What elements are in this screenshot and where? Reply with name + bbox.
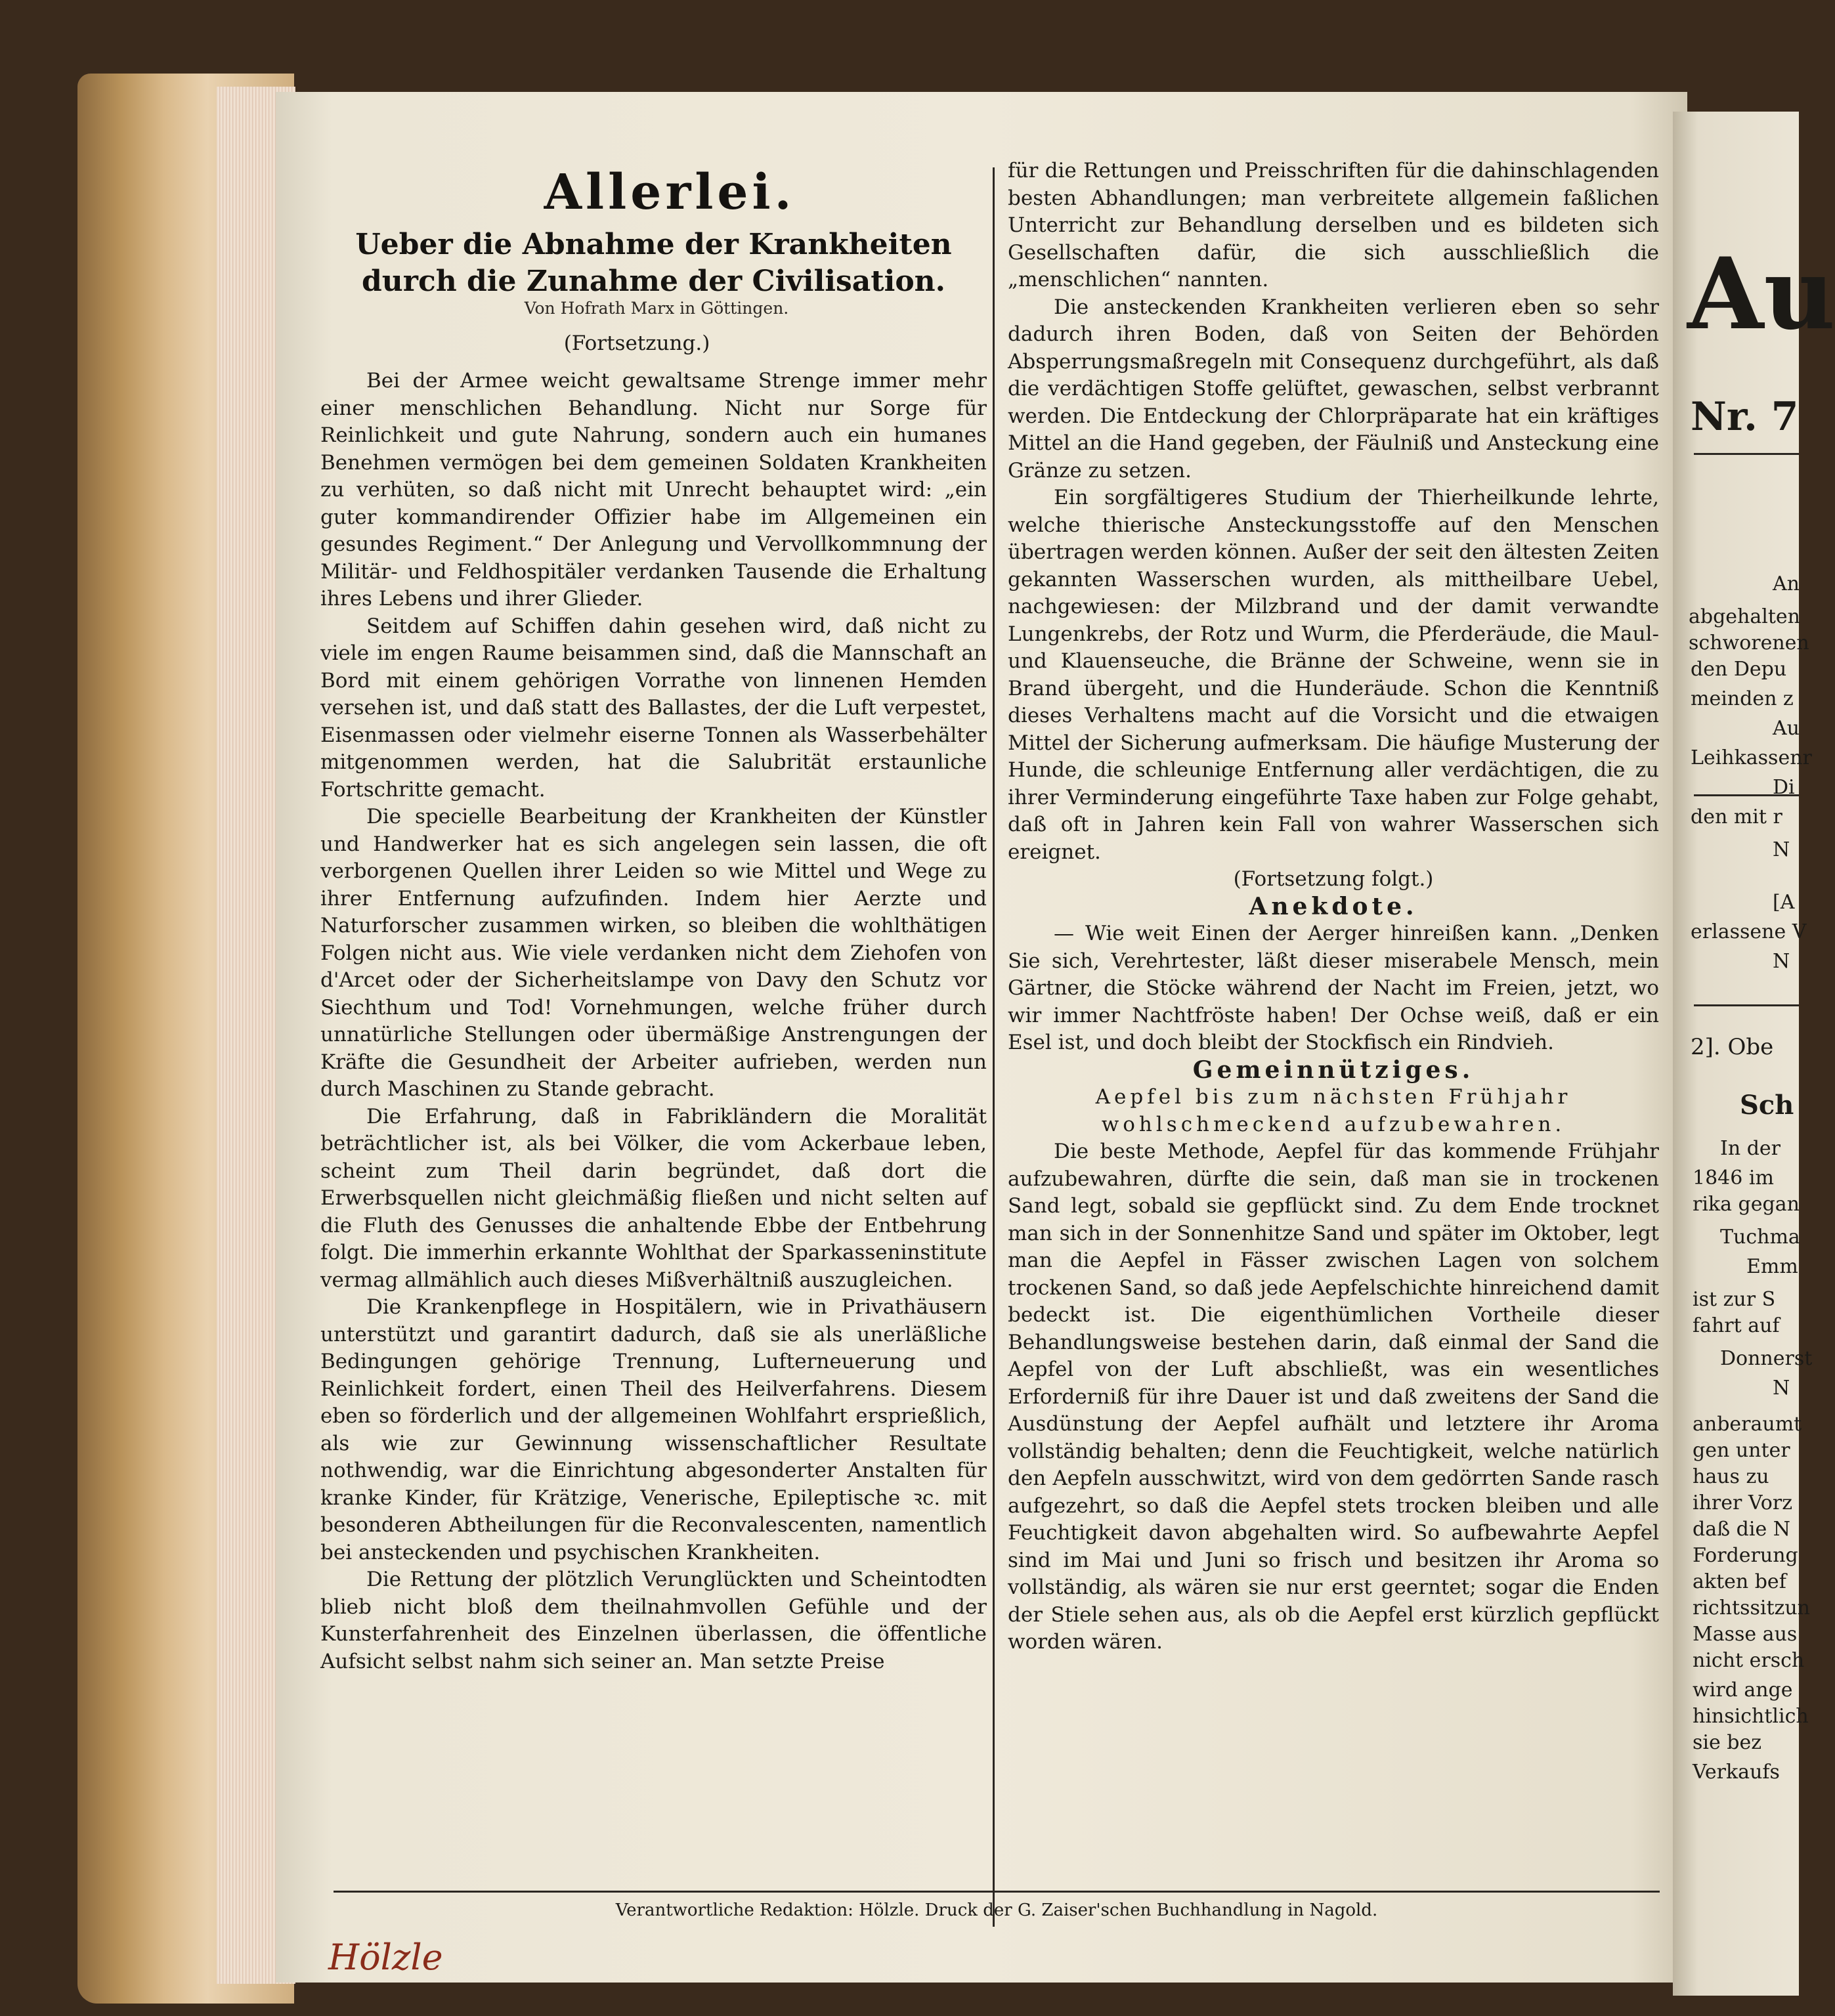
- facing-line: den mit r: [1691, 805, 1782, 828]
- facing-line: 2]. Obe: [1691, 1034, 1774, 1060]
- facing-line: erlassene V: [1691, 920, 1807, 943]
- facing-line: haus zu: [1693, 1465, 1769, 1488]
- facing-rule: [1694, 1004, 1799, 1006]
- paragraph: Die ansteckenden Krankheiten verlieren eben so sehr dadurch ihren Boden, daß von Seiten der Behörden Absperrungsmaßregeln mit Consequenz durchgeführt, als daß die verdächtigen Stoffe gelüftet, gewaschen, selbst verbrannt werden. Die Entdeckung der Chlorpräparate hat ein kräftiges Mittel an die Hand gegeben, der Fäulniß und Ansteckung eine Gränze zu setzen.: [1008, 295, 1659, 483]
- facing-line: Emm: [1746, 1255, 1798, 1278]
- facing-line: hinsichtlich: [1693, 1705, 1809, 1728]
- facing-line: In der: [1720, 1137, 1781, 1160]
- facing-line: Masse aus: [1693, 1623, 1798, 1646]
- facing-line: meinden z: [1691, 687, 1794, 710]
- facing-line: gen unter: [1693, 1439, 1790, 1462]
- facing-line: N: [1773, 838, 1790, 861]
- section-masthead: Allerlei.: [544, 164, 796, 221]
- column-right: [1008, 158, 1659, 1656]
- facing-line: N: [1773, 1377, 1790, 1400]
- paragraph: Bei der Armee weicht gewaltsame Strenge immer mehr einer menschlichen Behandlung. Nicht nur Sorge für Reinlichkeit und gute Nahrung, sondern auch ein humanes Benehmen vermögen bei dem gemeinen Soldaten Krankheiten zu verhüten, so daß nicht mit Unrecht behauptet wird: „ein guter kommandirender Offizier habe im Allgemeinen ein gesundes Regiment.“ Der Anlegung und Vervollkommnung der Militär- und Feldhospitäler verdanken Tausende die Erhaltung ihres Lebens und ihrer Glieder.: [320, 369, 987, 611]
- useful-text: Die beste Methode, Aepfel für das kommende Frühjahr aufzubewahren, dürfte die sein, daß man sie in trockenen Sand legt, sobald sie gepflückt sind. Zu dem Ende trocknet man sich in der Sonnenhitze Sand und später im Oktober, legt man die Aepfel in Fässer zwischen Lagen von solchem trockenen Sand, so daß jede Aepfelschichte hinreichend damit bedeckt ist. Die eigenthümlichen Vortheile dieser Behandlungsweise bestehen darin, daß einmal der Sand die Aepfel von der Luft abschließt, was ein wesentliches Erforderniß für ihre Dauer ist und daß zweitens der Sand die Ausdünstung der Aepfel aufhält und letztere ihr Aroma vollständig behalten; denn die Feuchtigkeit, welche natürlich den Aepfeln ausschwitzt, wird von dem gedörrten Sande rasch aufgezehrt, so daß die Aepfel stets trocken bleiben und alle Feuchtigkeit davon abgehalten wird. So aufbewahrte Aepfel sind im Mai und Juni so frisch und besitzen ihr Aroma so vollständig, als wären sie nur erst geerntet; sogar die Enden der Stiele sehen aus, als ob die Aepfel erst kürzlich gepflückt worden wären.: [1008, 1140, 1659, 1654]
- paragraph: für die Rettungen und Preisschriften für die dahinschlagenden besten Abhandlungen; man verbreitete allgemein faßlichen Unterricht zur Behandlung derselben und es bildeten sich Gesellschaften dafür, die sich ausschließlich die „menschlichen“ nannten.: [1008, 159, 1659, 291]
- facing-line: abgehalten: [1689, 605, 1800, 628]
- useful-heading: Gemeinnütziges.: [1192, 1056, 1475, 1084]
- facing-line: ist zur S: [1693, 1288, 1776, 1311]
- anecdote-text: — Wie weit Einen der Aerger hinreißen kann. „Denken Sie sich, Verehrtester, läßt dieser miserabele Mensch, mein Gärtner, die Stöcke während der Nacht im Freien, jetzt, wo wir immer Nachtfröste haben! Der Ochse weiß, daß er ein Esel ist, und doch bleibt der Stockfisch ein Rindvieh.: [1008, 922, 1659, 1054]
- facing-masthead-fragment: Au: [1687, 236, 1835, 352]
- facing-line: An: [1773, 572, 1800, 595]
- facing-line: 1846 im: [1693, 1167, 1774, 1190]
- facing-line: Donnerst: [1720, 1347, 1813, 1370]
- article-title: Ueber die Abnahme der Krankheiten durch die Zunahme der Civilisation.: [355, 228, 952, 298]
- continuation-note: (Fortsetzung.): [563, 332, 710, 355]
- facing-line: fahrt auf: [1693, 1314, 1780, 1337]
- paragraph: Ein sorgfältigeres Studium der Thierheilkunde lehrte, welche thierische Ansteckungsstoffe auf den Menschen übertragen werden können. Außer der seit den ältesten Zeiten gekannten Wasserschen wurden, als mittheilbare Uebel, nachgewiesen: der Milzbrand und der damit verwandte Lungenkrebs, der Rotz und Wurm, die Pferderäude, die Maul- und Klauenseuche, die Bränne der Schweine, wenn sie in Brand übergeht, und die Hunderäude. Schon die Kenntniß dieses Verhaltens macht auf die Vorsicht und die etwaigen Mittel der Sicherung aufmerksam. Die häufige Musterung der Hunde, die schleunige Entfernung aller verdächtigen, die zu ihrer Verminderung eingeführte Taxe haben zur Folge gehabt, daß oft in Jahren kein Fall von wahrer Wasserschen sich ereignet.: [1008, 486, 1659, 864]
- facing-line: nicht ersch: [1693, 1649, 1805, 1672]
- facing-line: Leihkassenr: [1691, 746, 1812, 769]
- anecdote-heading: Anekdote.: [1249, 892, 1418, 920]
- facing-issue-number: Nr. 7: [1691, 394, 1799, 440]
- article-byline: Von Hofrath Marx in Göttingen.: [524, 299, 789, 318]
- facing-line: Au: [1773, 717, 1800, 740]
- paragraph: Die Krankenpflege in Hospitälern, wie in Privathäusern unterstützt und garantirt dadurch, daß sie als unerläßliche Bedingungen gehörige Trennung, Lufterneuerung und Reinlichkeit fordert, einen Theil des Heilverfahrens. Diesem eben so förderlich und der allgemeinen Wohlfahrt ersprießlich, als wie zur Gewinnung wissenschaftlicher Resultate nothwendig, war die Einrichtung abgesonderter Anstalten für kranke Kinder, für Krätzige, Venerische, Epileptische ꝛc. mit besonderen Abtheilungen für die Reconvalescenten, namentlich bei ansteckenden und psychischen Krankheiten.: [320, 1295, 987, 1564]
- continuation-footer: (Fortsetzung folgt.): [1233, 867, 1434, 891]
- paragraph: Die Erfahrung, daß in Fabrikländern die Moralität beträchtlicher ist, als bei Völker, die vom Ackerbaue leben, scheint zum Theil darin begründet, daß dort die Erwerbsquellen nicht gleichmäßig fließen und nicht selten auf die Fluth des Genusses die anhaltende Ebbe der Entbehrung folgt. Die immerhin erkannte Wohlthat der Sparkasseninstitute vermag allmählich auch dieses Mißverhältniß auszugleichen.: [320, 1104, 987, 1292]
- facing-line: akten bef: [1693, 1570, 1786, 1593]
- facing-line: N: [1773, 950, 1790, 973]
- facing-line: rika gegan: [1693, 1193, 1800, 1216]
- facing-line: Forderung: [1693, 1544, 1798, 1567]
- facing-line: richtssitzun: [1693, 1597, 1811, 1619]
- facing-line: Tuchma: [1720, 1226, 1800, 1249]
- facing-line: schworenen: [1689, 632, 1809, 654]
- paragraph: Die Rettung der plötzlich Verunglückten und Scheintodten blieb nicht bloß dem theilnahmvollen Gefühle und der Kunsterfahrenheit des Einzelnen überlassen, die öffentliche Aufsicht selbst nahm sich seiner an. Man setzte Preise: [320, 1568, 987, 1673]
- facing-rule: [1694, 453, 1799, 455]
- facing-section-heading: Sch: [1740, 1090, 1794, 1121]
- paragraph: Seitdem auf Schiffen dahin gesehen wird, daß nicht zu viele im engen Raume beisammen sind, daß die Mannschaft an Bord mit einem gehörigen Vorrathe von linnenen Hemden versehen ist, und daß statt des Ballastes, der die Luft verpestet, Eisenmassen oder vielmehr eiserne Tonnen als Wasserbehälter mitgenommen werden, hat die Salubrität erstaunliche Fortschritte gemacht.: [320, 614, 987, 802]
- column-divider: [993, 167, 995, 1927]
- handwritten-signature: Hölzle: [328, 1937, 443, 1978]
- facing-line: daß die N: [1693, 1518, 1791, 1541]
- facing-line: Verkaufs: [1693, 1761, 1780, 1784]
- facing-line: ihrer Vorz: [1693, 1491, 1793, 1514]
- facing-line: sie bez: [1693, 1731, 1762, 1754]
- column-left: [320, 368, 987, 1675]
- footer-rule: [334, 1891, 1660, 1893]
- useful-subtitle: Aepfel bis zum nächsten Frühjahr wohlschmeckend aufzubewahren.: [1095, 1085, 1572, 1136]
- facing-line: anberaumt: [1693, 1413, 1802, 1436]
- facing-line: Di: [1773, 776, 1795, 799]
- facing-line: wird ange: [1693, 1679, 1793, 1702]
- imprint-footer: Verantwortliche Redaktion: Hölzle. Druck der G. Zaiser'schen Buchhandlung in Nagold.: [615, 1900, 1378, 1920]
- paragraph: Die specielle Bearbeitung der Krankheiten der Künstler und Handwerker hat es sich angelegen sein lassen, die oft verborgenen Quellen ihrer Leiden so wie Mittel und Wege zu ihrer Entfernung aufzufinden. Indem hier Aerzte und Naturforscher zusammen wirken, so bleiben die wohlthätigen Folgen nicht aus. Wie viele verdanken nicht dem Ziehofen von d'Arcet oder der Sicherheitslampe von Davy den Schutz vor Siechthum und Tod! Vornehmungen, welche früher durch unnatürliche Stellungen oder übermäßige Anstrengungen der Kräfte die Gesundheit der Arbeiter aufrieben, werden nun durch Maschinen zu Stande gebracht.: [320, 805, 987, 1101]
- facing-line: [A: [1773, 891, 1795, 914]
- facing-line: den Depu: [1691, 658, 1787, 681]
